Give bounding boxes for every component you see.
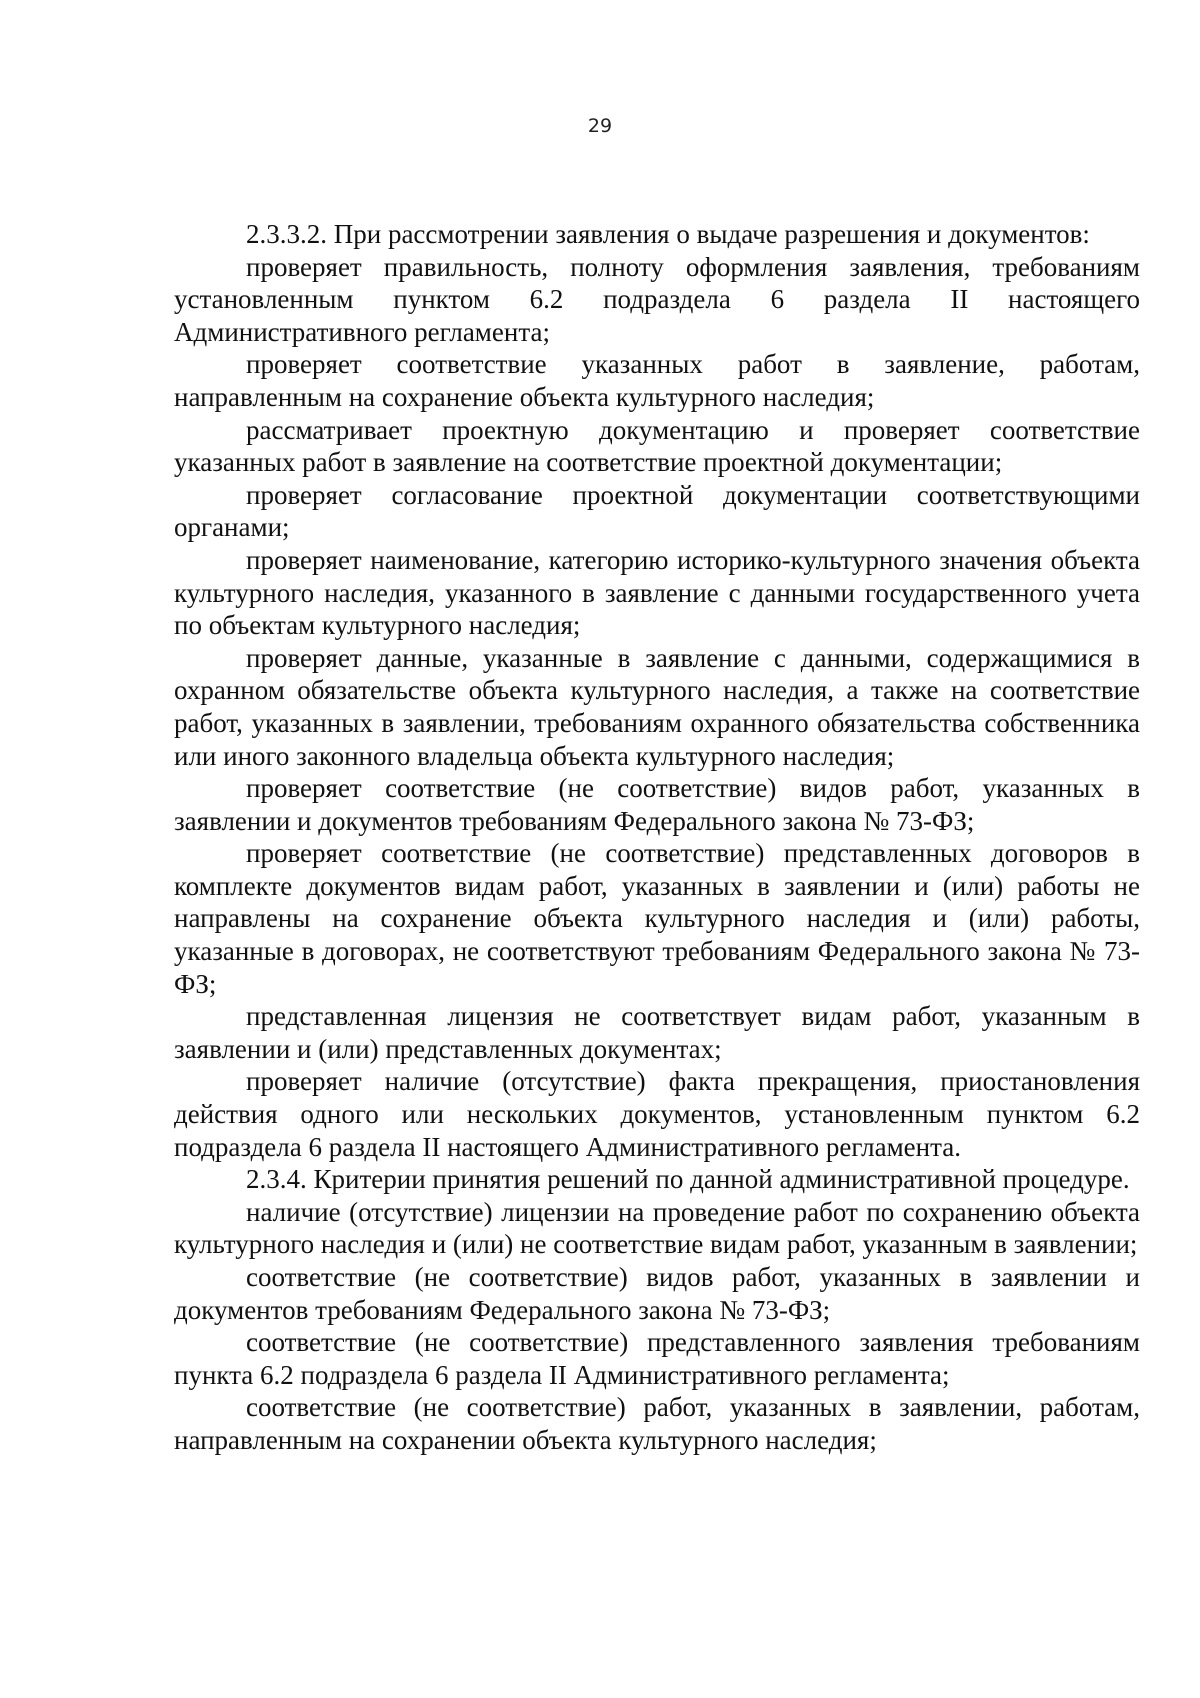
page-number: 29 [587, 115, 613, 137]
document-body [174, 218, 1140, 1457]
paragraph-check-works-law-compliance: проверяет соответствие (не соответствие) видов работ, указанных в заявлении и документов требованиям Федерального закона № 73-ФЗ; [174, 773, 1140, 836]
paragraph-check-works-correspondence: проверяет соответствие указанных работ в заявление, работам, направленным на сохранение объекта культурного наследия; [174, 349, 1140, 412]
paragraph-check-documentation-approval: проверяет согласование проектной документации соответствующими органами; [174, 479, 1140, 543]
paragraph-check-object-name-category: проверяет наименование, категорию историко-культурного значения объекта культурного наследия, указанного в заявление с данными государственного учета по объектам культурного наследия; [174, 544, 1140, 641]
paragraph-check-application-form: проверяет правильность, полноту оформления заявления, требованиям установленным пунктом 6.2 подраздела 6 раздела II настоящего Административного регламента; [174, 251, 1140, 347]
paragraph-criterion-license: наличие (отсутствие) лицензии на проведение работ по сохранению объекта культурного наследия и (или) не соответствие видам работ, указанным в заявлении; [174, 1196, 1140, 1260]
paragraph-criterion-works-heritage: соответствие (не соответствие) работ, указанных в заявлении, работам, направленным на сохранении объекта культурного наследия; [174, 1392, 1140, 1455]
paragraph-license-mismatch: представленная лицензия не соответствует видам работ, указанным в заявлении и (или) представленных документах; [174, 1001, 1140, 1064]
paragraph-review-project-documentation: рассматривает проектную документацию и проверяет соответствие указанных работ в заявление на соответствие проектной документации; [174, 414, 1140, 478]
paragraph-criterion-works-law: соответствие (не соответствие) видов работ, указанных в заявлении и документов требованиям Федерального закона № 73-ФЗ; [174, 1262, 1140, 1325]
paragraph-2-3-3-2-heading: 2.3.3.2. При рассмотрении заявления о выдаче разрешения и документов: [246, 219, 1090, 249]
paragraph-2-3-4-heading: 2.3.4. Критерии принятия решений по данной административной процедуре. [246, 1164, 1130, 1195]
paragraph-check-document-termination: проверяет наличие (отсутствие) факта прекращения, приостановления действия одного или нескольких документов, установленным пунктом 6.2 подраздела 6 раздела II настоящего Административного регламента. [174, 1066, 1140, 1162]
paragraph-check-contracts: проверяет соответствие (не соответствие) представленных договоров в комплекте документов видам работ, указанных в заявлении и (или) работы не направлены на сохранение объекта культурного наследия и (или) работы, указанные в договорах, не соответствуют требованиям Федерального закона № 73-ФЗ; [174, 838, 1140, 999]
paragraph-criterion-application: соответствие (не соответствие) представленного заявления требованиям пункта 6.2 подраздела 6 раздела II Административного регламента; [174, 1327, 1140, 1390]
paragraph-check-protective-obligation: проверяет данные, указанные в заявление с данными, содержащимися в охранном обязательстве объекта культурного наследия, а также на соответствие работ, указанных в заявлении, требованиям охранного обязательства собственника или иного законного владельца объекта культурного наследия; [174, 642, 1140, 771]
